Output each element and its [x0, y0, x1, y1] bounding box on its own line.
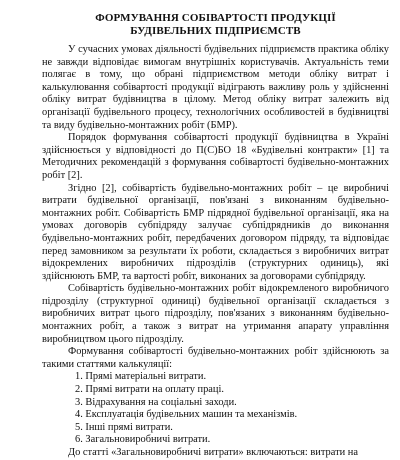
list-item: 4. Експлуатація будівельних машин та механізмів.: [75, 409, 298, 421]
title-line-2: БУДІВЕЛЬНИХ ПІДПРИЄМСТВ: [130, 24, 301, 37]
paragraph-unit-cost: Собівартість будівельно-монтажних робіт відокремленого виробничого підрозділу (структурної одиниці) будівельної організації складається з виробничих витрат цього підрозділу, пов'язаних з виконанням будівельно-монтажних робіт, а також з витрат на утримання апарату управління виробництвом цього підрозділу.: [42, 283, 389, 345]
paragraph-intro: У сучасних умовах діяльності будівельних підприємств практика обліку не завжди відповідає вимогам внутрішніх користувачів. Актуальність теми полягає в тому, що обрані підприємством методи обліку витрат і калькулювання собівартості продукції відіграють важливу роль у здійсненні обліку витрат будівництва в цілому. Метод обліку витрат залежить від організації будівельного процесу, технологічних особливостей в будівництві та виду будівельно-монтажних робіт (БМР).: [42, 44, 389, 131]
cost-items-list: [42, 371, 389, 447]
document-title: [42, 12, 389, 37]
paragraph-overhead: До статті «Загальновиробничі витрати» включаються: витрати на: [68, 447, 358, 458]
list-item: 5. Інші прямі витрати.: [75, 421, 173, 433]
list-item: 2. Прямі витрати на оплату праці.: [75, 384, 224, 396]
list-item: 3. Відрахування на соціальні заходи.: [75, 396, 237, 408]
list-item: 1. Прямі матеріальні витрати.: [75, 371, 207, 383]
paragraph-cost-items-intro: Формування собівартості будівельно-монтажних робіт здійснюють за такими статтями калькуляції:: [42, 346, 389, 370]
paragraph-procedure: Порядок формування собівартості продукції будівництва в Україні здійснюється у відповідності до П(С)БО 18 «Будівельні контракти» [1] та Методичних рекомендацій з формування собівартості будівельно-монтажних робіт [2].: [42, 132, 389, 181]
paragraph-definition: Згідно [2], собівартість будівельно-монтажних робіт – це виробничі витрати будівельної організації, пов'язані з виконанням будівельно-монтажних робіт. Собівартість БМР підрядної будівельної організації, яка на умовах договорів субпідряду залучає субпідрядників до виконання будівельно-монтажних робіт, передбачених договором підряду, та відповідає перед замовником за результати їх роботи, складається з виробничих витрат відокремлених виробничих підрозділів (структурних одиниць), які здійснюють БМР, та вартості робіт, виконаних за договорами субпідряду.: [42, 182, 389, 282]
title-line-1: ФОРМУВАННЯ СОБІВАРТОСТІ ПРОДУКЦІЇ: [95, 12, 336, 24]
list-item: 6. Загальновиробничі витрати.: [75, 434, 211, 446]
